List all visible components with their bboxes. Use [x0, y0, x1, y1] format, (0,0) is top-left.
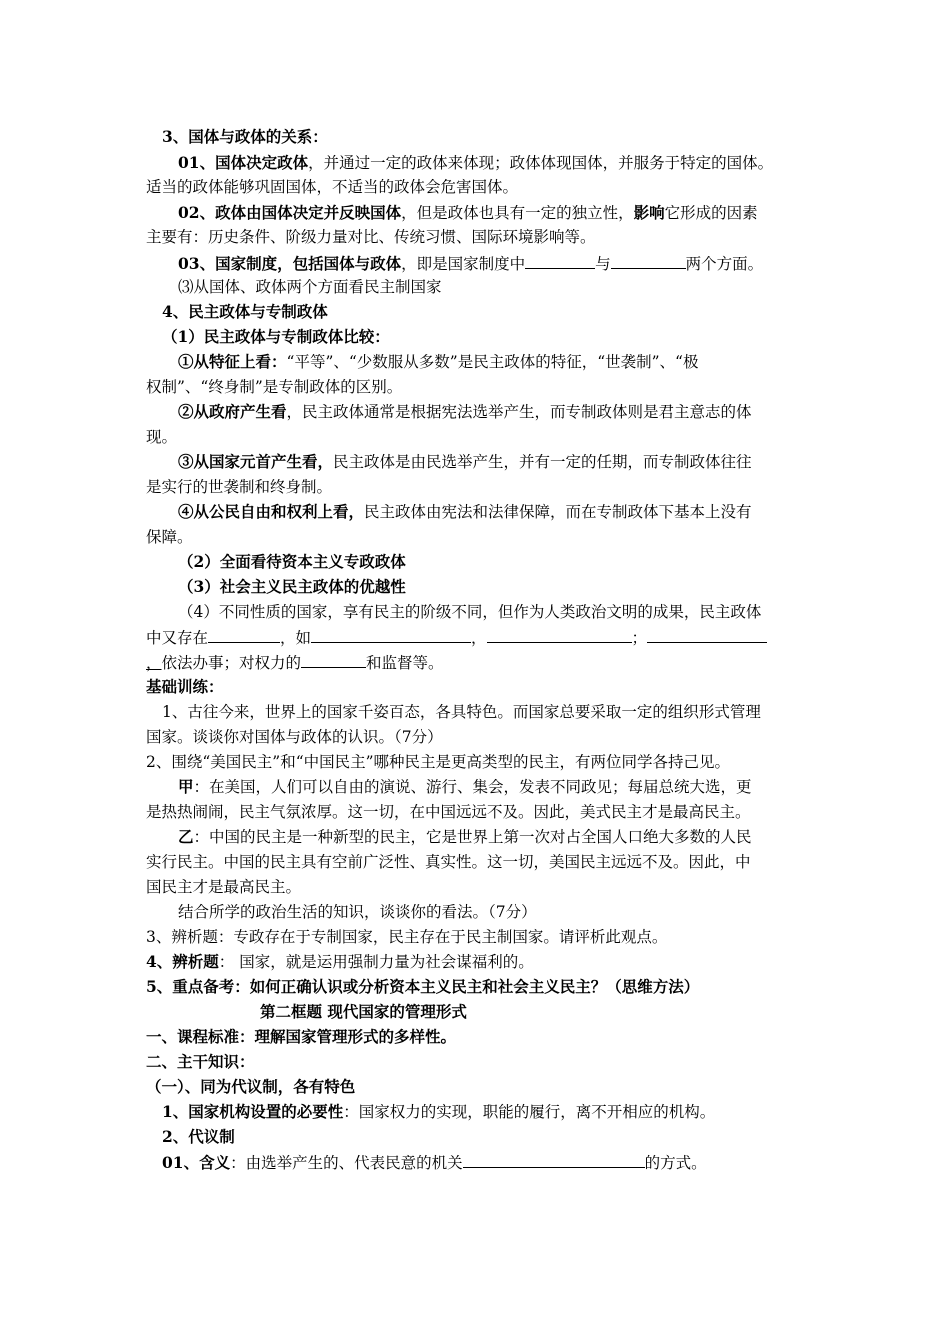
- section-4-sub1: （1）民主政体与专制政体比较：: [162, 327, 390, 346]
- question-2-ask: 结合所学的政治生活的知识，谈谈你的看法。（7分）: [178, 903, 537, 921]
- note-3: ⑶从国体、政体两个方面看民主制国家: [178, 278, 442, 296]
- paragraph-02-line2: 主要有：历史条件、阶级力量对比、传统习惯、国际环境影响等。: [146, 228, 596, 246]
- part-1-heading: （一）、同为代议制，各有特色: [146, 1077, 356, 1096]
- compare-1: ①从特征上看：“平等”、“少数服从多数”是民主政体的特征，“世袭制”、“极: [178, 352, 699, 371]
- question-2-yi-line2: 实行民主。中国的民主具有空前广泛性、真实性。这一切，美国民主远远不及。因此，中: [146, 853, 751, 871]
- paragraph-03: 03、国家制度，包括国体与政体，即是国家制度中 与 两个方面。: [178, 254, 764, 273]
- blank-6[interactable]: [647, 627, 767, 643]
- section-4-sub4-line2: 中又存在 ，如 ， ；: [146, 627, 767, 648]
- section-4-heading: 4、民主政体与专制政体: [162, 302, 328, 321]
- blank-1[interactable]: [525, 253, 595, 269]
- question-2-yi: 乙：中国的民主是一种新型的民主，它是世界上第一次对占全国人口绝大多数的人民: [178, 827, 752, 846]
- blank-2[interactable]: [611, 253, 686, 269]
- question-1: 1、古往今来，世界上的国家千姿百态，各具特色。而国家总要采取一定的组织形式管理: [162, 703, 761, 721]
- question-2-jia-line2: 是热热闹闹，民主气氛浓厚。这一切，在中国远远不及。因此，美式民主才是最高民主。: [146, 803, 751, 821]
- compare-4: ④从公民自由和权利上看，民主政体由宪法和法律保障，而在专制政体下基本上没有: [178, 502, 752, 521]
- item-3: 01、含义：由选举产生的、代表民意的机关 的方式。: [162, 1153, 707, 1172]
- paragraph-02: 02、政体由国体决定并反映国体，但是政体也具有一定的独立性，影响它形成的因素: [178, 203, 758, 222]
- compare-4-line2: 保障。: [146, 528, 193, 546]
- paragraph-01: 01、国体决定政体，并通过一定的政体来体现；政体体现国体，并服务于特定的国体。: [178, 153, 774, 172]
- blank-5[interactable]: [487, 627, 632, 643]
- question-2-yi-line3: 国民主才是最高民主。: [146, 878, 302, 896]
- question-1-line2: 国家。谈谈你对国体与政体的认识。（7分）: [146, 728, 443, 746]
- blank-4[interactable]: [311, 627, 471, 643]
- item-2: 2、代议制: [162, 1127, 235, 1146]
- section-4-sub3: （3）社会主义民主政体的优越性: [178, 577, 406, 596]
- paragraph-01-line2: 适当的政体能够巩固国体，不适当的政体会危害国体。: [146, 178, 519, 196]
- blank-7[interactable]: [301, 652, 366, 668]
- section-4-sub4-line3: ，依法办事；对权力的 和监督等。: [146, 654, 444, 672]
- section-4-sub2: （2）全面看待资本主义专政政体: [178, 552, 406, 571]
- blank-3[interactable]: [208, 627, 280, 643]
- main-knowledge: 二、主干知识：: [146, 1052, 255, 1071]
- question-2: 2、围绕“美国民主”和“中国民主”哪种民主是更高类型的民主，有两位同学各持己见。: [146, 753, 731, 771]
- course-standard: 一、课程标准：理解国家管理形式的多样性。: [146, 1027, 457, 1046]
- question-4: 4、辨析题： 国家，就是运用强制力量为社会谋福利的。: [146, 952, 534, 971]
- item-1: 1、国家机构设置的必要性：国家权力的实现，职能的履行，离不开相应的机构。: [162, 1102, 716, 1121]
- compare-2-line2: 现。: [146, 428, 178, 446]
- frame-2-title: 第二框题 现代国家的管理形式: [260, 1002, 467, 1021]
- compare-2: ②从政府产生看，民主政体通常是根据宪法选举产生，而专制政体则是君主意志的体: [178, 402, 752, 421]
- section-3-heading: 3、国体与政体的关系：: [162, 127, 328, 146]
- training-heading: 基础训练：: [146, 677, 224, 696]
- question-3: 3、辨析题：专政存在于专制国家，民主存在于民主制国家。请评析此观点。: [146, 928, 668, 946]
- section-4-sub4: （4）不同性质的国家，享有民主的阶级不同，但作为人类政治文明的成果，民主政体: [178, 603, 762, 621]
- question-2-jia: 甲：在美国，人们可以自由的演说、游行、集会，发表不同政见；每届总统大选，更: [178, 777, 752, 796]
- compare-3: ③从国家元首产生看，民主政体是由民选举产生，并有一定的任期，而专制政体往往: [178, 452, 752, 471]
- blank-8[interactable]: [463, 1152, 645, 1168]
- compare-1-line2: 权制”、“终身制”是专制政体的区别。: [146, 378, 403, 396]
- compare-3-line2: 是实行的世袭制和终身制。: [146, 478, 333, 496]
- question-5: 5、重点备考：如何正确认识或分析资本主义民主和社会主义民主？（思维方法）: [146, 977, 700, 996]
